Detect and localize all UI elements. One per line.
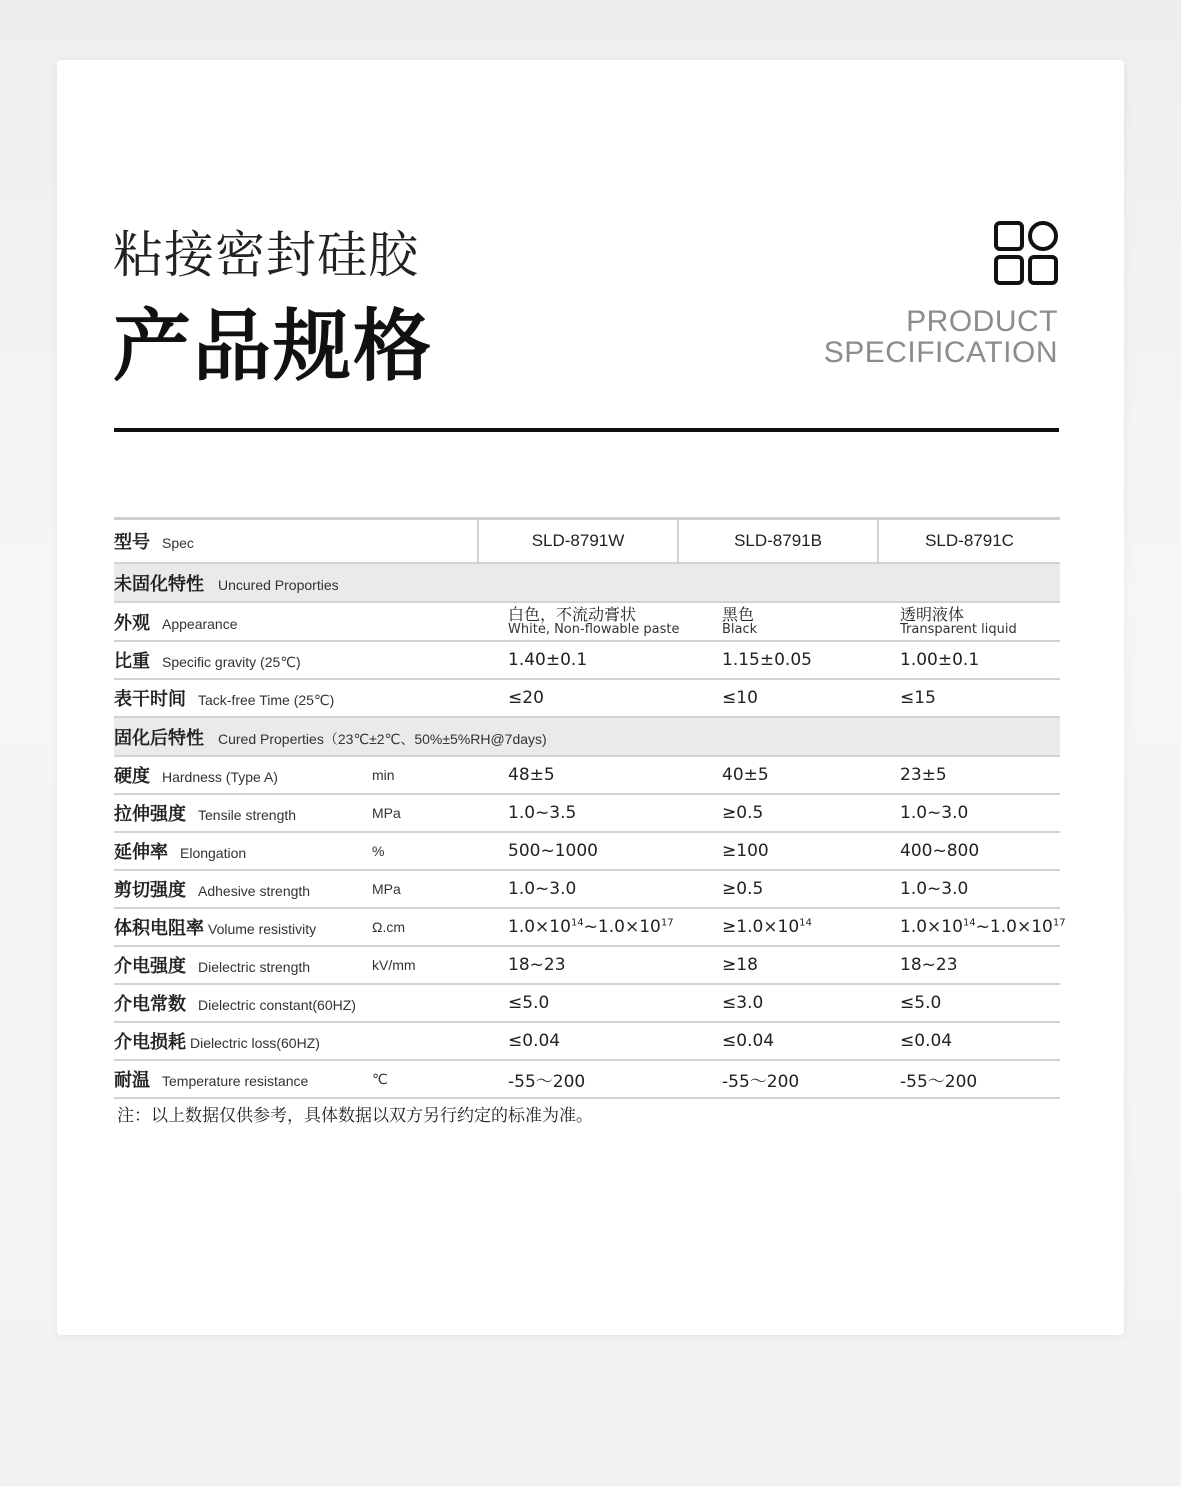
property-cn: 剪切强度	[114, 880, 186, 901]
footnote: 注：以上数据仅供参考，具体数据以双方另行约定的标准为准。	[117, 1106, 593, 1126]
section-title-en: Cured Properties（23℃±2℃、50%±5%RH@7days)	[218, 730, 547, 747]
section-row-cured	[114, 717, 1060, 756]
value-cell: 1.0~3.0	[878, 870, 1060, 908]
value-cell	[678, 908, 878, 946]
value-cell: 400~800	[878, 832, 1060, 870]
value-cell: 23±5	[878, 756, 1060, 794]
value-cell: ≤0.04	[878, 1022, 1060, 1060]
property-en: Hardness (Type A)	[162, 769, 278, 785]
value-base: 1.0×10	[900, 917, 963, 937]
property-en: Temperature resistance	[162, 1073, 309, 1089]
table-row	[114, 794, 1060, 832]
model-header: SLD-8791W	[478, 519, 678, 564]
value-cell: ≥0.5	[678, 870, 878, 908]
value-cell: ≥100	[678, 832, 878, 870]
property-cn: 外观	[114, 612, 150, 634]
value-cell: -55～200	[678, 1060, 878, 1098]
spec-table	[114, 517, 1066, 1099]
english-title	[824, 306, 1058, 368]
property-en: Dielectric loss(60HZ)	[190, 1035, 320, 1051]
value-base: ≥1.0×10	[722, 917, 800, 937]
property-cn: 硬度	[114, 766, 150, 787]
value-cell: -55～200	[878, 1060, 1060, 1098]
value-cell	[878, 908, 1066, 946]
english-title-line1: PRODUCT	[906, 305, 1058, 338]
value-cell: ≤3.0	[678, 984, 878, 1022]
value-cell: -55～200	[478, 1060, 678, 1098]
property-cn: 拉伸强度	[114, 804, 186, 825]
value-cn: 黑色	[722, 604, 755, 624]
value-cell: ≤5.0	[878, 984, 1060, 1022]
value-cell: 1.0~3.0	[478, 870, 678, 908]
value-exponent: 14	[570, 917, 584, 929]
property-en: Tensile strength	[198, 807, 297, 823]
table-row	[114, 679, 1060, 717]
section-row-uncured	[114, 563, 1060, 602]
value-base: 1.0×10	[508, 917, 571, 937]
value-en: White, Non-flowable paste	[508, 621, 680, 637]
value-cell: ≤5.0	[478, 984, 678, 1022]
property-en: Tack-free Time (25℃)	[198, 692, 335, 708]
value-exponent: 14	[962, 917, 976, 929]
unit-cell	[372, 641, 478, 679]
value-cell: ≤20	[478, 679, 678, 717]
value-cell	[878, 602, 1060, 641]
table-row	[114, 1022, 1060, 1060]
property-cn: 比重	[114, 651, 150, 672]
section-title-en: Uncured Proporties	[218, 576, 339, 593]
property-en: Elongation	[180, 845, 247, 861]
table-row	[114, 641, 1060, 679]
property-cn: 耐温	[114, 1070, 150, 1091]
value-cell	[678, 602, 878, 641]
model-header: SLD-8791B	[678, 519, 878, 564]
section-title-cn: 固化后特性	[114, 727, 204, 749]
value-cell: 40±5	[678, 756, 878, 794]
property-en: Adhesive strength	[198, 883, 311, 899]
table-row	[114, 756, 1060, 794]
title-divider	[114, 428, 1059, 432]
subtitle-cn: 粘接密封硅胶	[113, 226, 419, 284]
value-cell	[478, 602, 678, 641]
value-cell: 500~1000	[478, 832, 678, 870]
value-en: Transparent liquid	[900, 621, 1017, 637]
value-cell: ≤10	[678, 679, 878, 717]
section-title-cn: 未固化特性	[114, 573, 204, 595]
table-header-row	[114, 519, 1060, 564]
value-cell: ≤0.04	[678, 1022, 878, 1060]
value-cell: ≤15	[878, 679, 1060, 717]
value-cell: 1.40±0.1	[478, 641, 678, 679]
unit-cell: kV/mm	[372, 946, 478, 984]
unit-cell: ℃	[372, 1060, 478, 1098]
value-cell: 1.0~3.0	[878, 794, 1060, 832]
value-exponent: 17	[1052, 917, 1066, 929]
property-cn: 延伸率	[114, 842, 168, 863]
unit-cell: MPa	[372, 870, 478, 908]
spec-label-cell	[114, 519, 478, 564]
value-cell: ≤0.04	[478, 1022, 678, 1060]
value-cell: 1.00±0.1	[878, 641, 1060, 679]
property-cn: 表干时间	[114, 689, 186, 710]
grid-icon	[994, 221, 1058, 285]
property-en: Volume resistivity	[208, 921, 317, 937]
value-cn: 透明液体	[900, 604, 965, 624]
table-row	[114, 1060, 1060, 1098]
value-cell: 1.0~3.5	[478, 794, 678, 832]
property-en: Dielectric constant(60HZ)	[198, 997, 356, 1013]
property-en: Specific gravity (25℃)	[162, 654, 301, 670]
value-exponent: 14	[799, 917, 812, 929]
value-cell: 18~23	[478, 946, 678, 984]
table-row	[114, 602, 1060, 641]
unit-cell	[372, 679, 478, 717]
property-en: Dielectric strength	[198, 959, 311, 975]
unit-cell: min	[372, 756, 478, 794]
value-cell	[478, 908, 678, 946]
unit-cell	[372, 602, 478, 641]
value-en: Black	[722, 621, 758, 637]
unit-cell: MPa	[372, 794, 478, 832]
value-cell: 18~23	[878, 946, 1060, 984]
value-cn: 白色，不流动膏状	[508, 604, 637, 624]
property-en: Appearance	[162, 615, 238, 632]
english-title-line2: SPECIFICATION	[823, 336, 1058, 369]
spec-label-cn: 型号	[114, 532, 150, 553]
value-base: ~1.0×10	[583, 917, 661, 937]
property-cn: 介电损耗	[114, 1032, 186, 1053]
value-exponent: 17	[660, 917, 674, 929]
table-row	[114, 908, 1060, 946]
value-base: ~1.0×10	[975, 917, 1053, 937]
value-cell: ≥18	[678, 946, 878, 984]
unit-cell: %	[372, 832, 478, 870]
property-cn: 介电常数	[114, 994, 186, 1015]
table-row	[114, 832, 1060, 870]
table-row	[114, 984, 1060, 1022]
table-row	[114, 946, 1060, 984]
spec-label-en: Spec	[162, 535, 194, 551]
page-title: 产品规格	[113, 302, 434, 392]
unit-cell: Ω.cm	[372, 908, 478, 946]
model-header: SLD-8791C	[878, 519, 1060, 564]
value-cell: 1.15±0.05	[678, 641, 878, 679]
table-row	[114, 870, 1060, 908]
property-cn: 介电强度	[114, 956, 186, 977]
value-cell: 48±5	[478, 756, 678, 794]
property-cn: 体积电阻率	[114, 918, 204, 939]
value-cell: ≥0.5	[678, 794, 878, 832]
